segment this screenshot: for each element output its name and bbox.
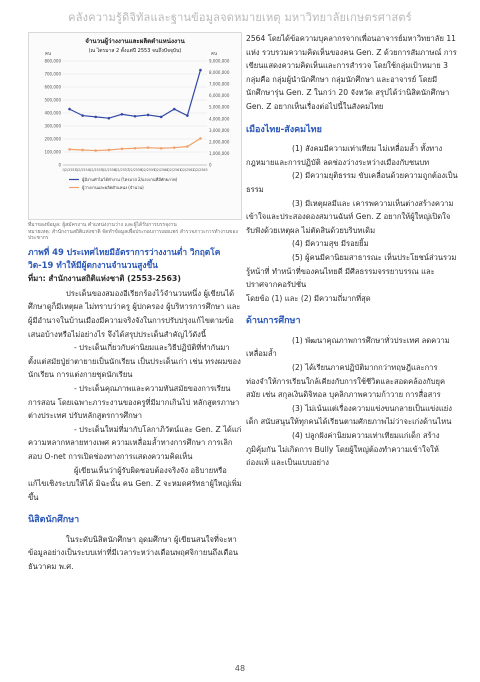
list-item: (1) สังคมมีความเท่าเทียม ไม่เหลื่อมล้ำ ทั้งทางกฎหมายและการปฏิบัติ ลดช่องว่างระหว่างเมืองกับชนบท bbox=[246, 144, 443, 167]
x-tick-label: Q2/2559 bbox=[140, 168, 156, 172]
data-point bbox=[94, 116, 97, 119]
figure-source: ที่มา: สำนักงานสถิติแห่งชาติ (2553-2563) bbox=[28, 273, 181, 283]
x-tick-label: Q2/2553 bbox=[62, 168, 77, 172]
x-tick-label: Q2/2556 bbox=[101, 168, 116, 172]
x-tick-label: Q2/2555 bbox=[88, 168, 103, 172]
legend-label: ผู้มีงานทำไม่ได้ทำงาน (ไตรมาส 2/แรงงานที่มีศักยภาพ) bbox=[82, 177, 178, 182]
data-point bbox=[68, 108, 71, 111]
x-tick-label: Q2/2563 bbox=[193, 168, 208, 172]
x-tick-label: Q2/2561 bbox=[167, 168, 182, 172]
y-tick-label-left: 600,000 bbox=[44, 84, 61, 90]
right-column bbox=[246, 32, 458, 470]
list-item: (4) มีความสุข มีรอยยิ้ม bbox=[292, 239, 369, 249]
section-title: ด้านการศึกษา bbox=[246, 316, 301, 327]
data-point bbox=[186, 114, 189, 117]
chart-svg bbox=[29, 33, 241, 219]
chart-notes bbox=[28, 222, 242, 242]
y-tick-label-right: 7,000,000 bbox=[209, 81, 230, 87]
chart-note: ที่มาของข้อมูล: ผู้สมัครงาน ตำแหน่งงานว่าง และผู้ได้รับการบรรจุงาน bbox=[28, 222, 177, 228]
legend-label: ผู้ว่างงานและผลิตตำแหน่ง (จำนวน) bbox=[82, 185, 144, 190]
y-tick-label-left: 800,000 bbox=[44, 58, 61, 64]
page-number: 48 bbox=[234, 664, 246, 673]
list-item: โดยข้อ (1) และ (2) มีความถี่มากที่สุด bbox=[246, 293, 371, 303]
section-title: เมืองไทย-สังคมไทย bbox=[246, 124, 322, 135]
paragraph: ผู้เขียนเห็นว่าผู้รับผิดชอบต้องจริงจัง อธิบายหรือแก้ไขเชิงระบบให้ได้ มิฉะนั้น คน Gen. Z จะหมดศรัทธาผู้ใหญ่เพิ่มขึ้น bbox=[28, 465, 242, 502]
series-line bbox=[70, 70, 201, 118]
data-point bbox=[68, 148, 71, 151]
y-tick-label-right: 2,000,000 bbox=[209, 139, 230, 145]
y-tick-label-right: 4,000,000 bbox=[209, 116, 230, 122]
data-point bbox=[147, 114, 150, 117]
data-point bbox=[94, 149, 97, 152]
data-point bbox=[173, 146, 176, 149]
paragraph: 2564 โดยได้ข้อความบุคลากรจากเพื่อนอาจารย์มหาวิทยาลัย 11 แห่ง รวบรวมความคิดเห็นของคน Gen. Z ด้วยการสัมภาษณ์ การเขียนแสดงความคิดเห็นและการสำรวจ โดยใช้กลุ่มเป้าหมาย 3 กลุ่มคือ กลุ่มผู้นำนักศึกษา กลุ่มนักศึกษา และอาจารย์ โดยมีนักศึกษารุ่น Gen. Z ในกว่า 20 จังหวัด สรุปได้ว่านิสิตนักศึกษา Gen. Z อยากเห็นเรื่องต่อไปนี้ในสังคมไทย bbox=[246, 34, 457, 111]
list-item: (4) ปลูกฝังค่านิยมความเท่าเทียมแก่เด็ก สร้างภูมิคุ้มกัน ไม่เกิดการ Bully โดยผู้ใหญ่ต้องทำความเข้าใจให้ถ่องแท้ และเป็นแบบอย่าง bbox=[246, 431, 440, 468]
data-point bbox=[108, 117, 111, 120]
section-title: นิสิตนักศึกษา bbox=[28, 515, 80, 526]
data-point bbox=[81, 114, 84, 117]
y-tick-label-left: 300,000 bbox=[44, 123, 61, 129]
data-point bbox=[160, 116, 163, 119]
y-tick-label-right: 8,000,000 bbox=[209, 70, 230, 76]
data-point bbox=[199, 137, 202, 140]
y-tick-label-right: 9,000,000 bbox=[209, 58, 230, 64]
data-point bbox=[108, 149, 111, 152]
list-item: (3) ไม่เน้นแต่เรื่องความแข่งขนกลายเป็นแข่งแย่งเด็ก สนับสนุนให้ทุกคนได้เรียนตามศักยภาพไม่ว่าจะเก่งด้านไหน bbox=[246, 403, 452, 427]
unemployment-chart bbox=[28, 32, 242, 220]
chart-title: จำนวนผู้ว่างงานและผลิตตำแหน่งงาน bbox=[85, 38, 185, 45]
x-tick-label: Q2/2560 bbox=[154, 168, 169, 172]
data-point bbox=[199, 69, 202, 72]
list-item: (2) มีความยุติธรรม ขับเคลื่อนด้วยความถูกต้องเป็นธรรม bbox=[246, 171, 458, 194]
x-tick-label: Q2/2554 bbox=[75, 168, 90, 172]
y-axis-label-left: คน bbox=[45, 52, 52, 57]
list-item: (3) มีเหตุผลมีและ เคารพความเห็นต่างสร้างความเข้าใจและประสองดองสมานฉันท์ Gen. Z อยากให้ผู้ใหญ่เปิดใจรับฟังด้วยเหตุผล ไม่ตัดสินด้วยบริบทเดิม bbox=[246, 198, 454, 235]
y-tick-label-left: 100,000 bbox=[44, 149, 61, 155]
y-tick-label-right: 5,000,000 bbox=[209, 104, 230, 110]
y-tick-label-left: 500,000 bbox=[44, 97, 61, 103]
y-tick-label-right: 6,000,000 bbox=[209, 93, 230, 99]
data-point bbox=[81, 149, 84, 152]
paragraph: ในระดับนิสิตนักศึกษา อุดมศึกษา ผู้เขียนสนใจที่จะหาข้อมูลอย่างเป็นระบบเท่าที่มีเวลาระหว่างเดือนพฤศจิกายนถึงเดือนธันวาคม พ.ศ. bbox=[28, 534, 239, 572]
y-tick-label-left: 200,000 bbox=[44, 136, 61, 142]
y-tick-label-right: 3,000,000 bbox=[209, 127, 230, 133]
paragraph: - ประเด็นใหม่ที่มากับโลกาภิวัตน์และ Gen. Z ได้แก่ ความหลากหลายทางเพศ ความเหลื่อมล้ำทางการศึกษา การเลิกสอบ O-net การเปิดช่องทางการแสดงความคิดเห็น bbox=[28, 424, 242, 461]
data-point bbox=[121, 148, 124, 151]
figure-caption: ภาพที่ 49 ประเทศไทยมีอัตราการว่างงานต่ำ วิกฤตโควิด-19 ทำให้มีผู้ตกงานจำนวนสูงขึ้น bbox=[28, 246, 221, 270]
data-point bbox=[186, 145, 189, 148]
data-point bbox=[173, 108, 176, 111]
x-tick-label: Q2/2557 bbox=[114, 168, 130, 172]
data-point bbox=[134, 115, 137, 118]
paragraph: - ประเด็นคุณภาพและความทันสมัยของการเรียนการสอน โดยเฉพาะภาระงานของครูที่มีมากเกินไป หลักสูตรภาษาต่างประเทศ ปรับหลักสูตรการศึกษา bbox=[28, 383, 240, 421]
y-tick-label-left: 400,000 bbox=[44, 110, 61, 116]
data-point bbox=[147, 146, 150, 149]
list-item: (1) พัฒนาคุณภาพการศึกษาทั่วประเทศ ลดความเหลื่อมล้ำ bbox=[246, 335, 450, 359]
paragraph: - ประเด็นเกี่ยวกับค่านิยมและวิธีปฏิบัติที่ทำกันมาตั้งแต่สมัยปู่ย่าตายายเป็นนักเรียน เป็นประเด็นเก่า เช่น ทรงผมของนักเรียน การแต่งกายชุดนักเรียน bbox=[28, 343, 241, 380]
chart-subtitle: (ณ ไตรมาส 2 ตั้งแต่ปี 2553 จนถึงปัจจุบัน) bbox=[88, 48, 182, 54]
y-tick-label-right: 1,000,000 bbox=[209, 150, 230, 156]
data-point bbox=[121, 113, 124, 116]
left-column bbox=[28, 32, 242, 574]
list-item: (2) ได้เรียนภาคปฏิบัติมากกว่าทฤษฎีและการท่องจำให้การเรียนใกล้เคียงกับการใช้ชีวิตและสอดคล้องกับยุคสมัย เช่น สกุลเงินดิจิทอล บุคลิกภาพความก้าวาย การสื่อสาร bbox=[246, 363, 446, 400]
list-item: (5) ผู้คนมีคานิยมสาธารณะ เห็นประโยชน์ส่วนรวม รู้หน้าที่ ทำหน้าที่ของคนไทยดี มีศีลธรรมจรรยาบรรณ และปราศจากคอรัปชั่น bbox=[246, 252, 457, 290]
y-axis-label-right: คน bbox=[211, 52, 218, 57]
y-tick-label-left: 700,000 bbox=[44, 71, 61, 77]
x-tick-label: Q2/2562 bbox=[180, 168, 195, 172]
chart-note: หมายเหตุ: สำนักงานสถิติแห่งชาติ จัดทำข้อมูลเพื่อประกอบการเผยแพร่ สำรวจภาวะการทำงานของประชากร bbox=[28, 228, 238, 242]
x-tick-label: Q2/2558 bbox=[127, 168, 143, 172]
y-tick-label-right: 0 bbox=[209, 162, 212, 168]
data-point bbox=[160, 147, 163, 150]
data-point bbox=[134, 147, 137, 150]
page-header: คลังความรู้ดิจิทัลและฐานข้อมูลจดหมายเหตุ มหาวิทยาลัยเกษตรศาสตร์ bbox=[68, 11, 412, 24]
y-tick-label-left: 0 bbox=[58, 162, 61, 168]
paragraph: ประเด็นของสมองอีเรียกร้องไว้จำนวนหนึ่ง ผู้เขียนได้ศึกษาดูก็มีเหตุผล ไม่ทราบว่าครู ผู้ปกครอง ผู้บริหารการศึกษา และผู้มีอำนาจในบ้านเมืองมีความจริงจังในการปรับปรุงแก้ไขตามข้อเสนอบ้างหรือไม่อย่างไร จึงได้สรุปประเด็นสำคัญไว้ดังนี้ bbox=[28, 288, 241, 339]
